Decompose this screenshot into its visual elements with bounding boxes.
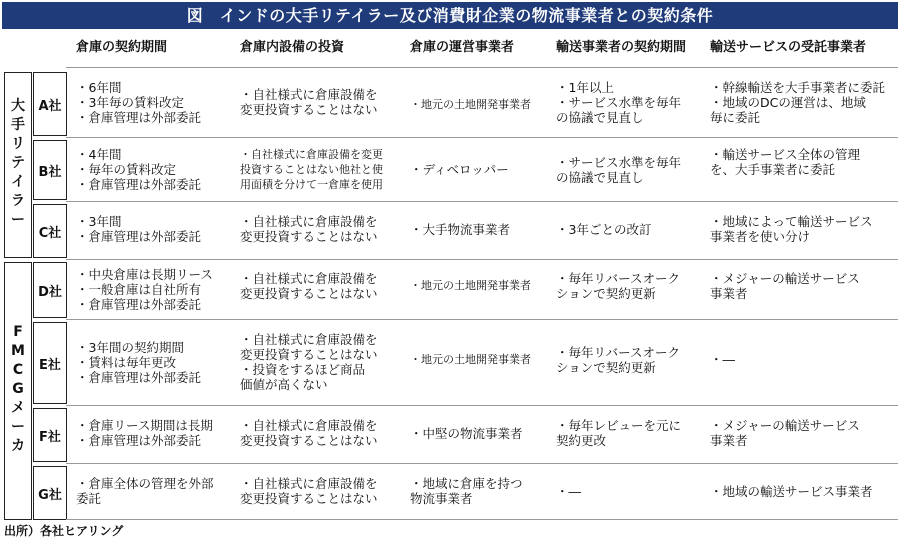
row-c-transport-contract: ・3年ごとの改訂: [556, 222, 652, 237]
row-a-transport-contract: ・1年以上 ・サービス水準を毎年 の協議で見直し: [556, 80, 682, 125]
row-b-transport-provider: ・輸送サービス全体の管理 を、大手事業者に委託: [710, 147, 861, 177]
company-e: E社: [33, 322, 67, 404]
row-d-operator: ・地元の土地開発事業者: [410, 279, 531, 292]
row-e-transport-provider: ・―: [710, 352, 736, 367]
company-a: A社: [33, 72, 67, 136]
row-c-contract-period: ・3年間 ・倉庫管理は外部委託: [76, 214, 202, 244]
source-note: 出所）各社ヒアリング: [4, 524, 124, 538]
row-divider: [66, 201, 898, 202]
header-equipment-investment: 倉庫内設備の投資: [240, 40, 345, 55]
company-f: F社: [33, 408, 67, 462]
row-a-contract-period: ・6年間 ・3年毎の賃料改定 ・倉庫管理は外部委託: [76, 80, 202, 125]
row-g-equipment: ・自社様式に倉庫設備を 変更投資することはない: [240, 476, 378, 506]
row-d-transport-provider: ・メジャーの輸送サービス 事業者: [710, 271, 860, 301]
row-b-equipment: ・自社様式に倉庫設備を変更 投資することはない他社と使 用面積を分けて一倉庫を使用: [240, 148, 383, 191]
row-divider: [66, 259, 898, 260]
row-divider: [66, 463, 898, 464]
company-d: D社: [33, 262, 67, 318]
row-c-transport-provider: ・地域によって輸送サービス 事業者を使い分け: [710, 214, 873, 244]
row-c-operator: ・大手物流事業者: [410, 222, 511, 237]
row-divider: [66, 137, 898, 138]
row-e-equipment: ・自社様式に倉庫設備を 変更投資することはない ・投資をするほど商品 価値が高くない: [240, 332, 378, 392]
row-f-equipment: ・自社様式に倉庫設備を 変更投資することはない: [240, 418, 378, 448]
row-g-operator: ・地域に倉庫を持つ 物流事業者: [410, 476, 523, 506]
group-fmcg-label: F M C G メ ー カ: [11, 324, 25, 454]
row-e-operator: ・地元の土地開発事業者: [410, 353, 531, 366]
row-b-contract-period: ・4年間 ・毎年の賃料改定 ・倉庫管理は外部委託: [76, 147, 202, 192]
row-e-contract-period: ・3年間の契約期間 ・賃料は毎年更改 ・倉庫管理は外部委託: [76, 340, 202, 385]
company-c: C社: [33, 204, 67, 258]
row-d-transport-contract: ・毎年リバースオーク ションで契約更新: [556, 271, 681, 301]
row-f-transport-provider: ・メジャーの輸送サービス 事業者: [710, 418, 860, 448]
row-e-transport-contract: ・毎年リバースオーク ションで契約更新: [556, 345, 681, 375]
row-f-operator: ・中堅の物流事業者: [410, 426, 523, 441]
row-divider: [66, 319, 898, 320]
header-transport-provider: 輸送サービスの受託事業者: [710, 40, 867, 55]
row-g-contract-period: ・倉庫全体の管理を外部 委託: [76, 476, 214, 506]
row-a-operator: ・地元の土地開発事業者: [410, 98, 531, 111]
row-divider: [66, 519, 898, 520]
row-b-operator: ・ディベロッパー: [410, 162, 509, 177]
row-d-equipment: ・自社様式に倉庫設備を 変更投資することはない: [240, 271, 378, 301]
row-b-transport-contract: ・サービス水準を毎年 の協議で見直し: [556, 155, 682, 185]
header-contract-period: 倉庫の契約期間: [76, 40, 168, 55]
row-d-contract-period: ・中央倉庫は長期リース ・一般倉庫は自社所有 ・倉庫管理は外部委託: [76, 267, 213, 312]
row-c-equipment: ・自社様式に倉庫設備を 変更投資することはない: [240, 214, 378, 244]
header-warehouse-operator: 倉庫の運営事業者: [410, 40, 515, 55]
row-g-transport-provider: ・地域の輸送サービス事業者: [710, 484, 873, 499]
company-g: G社: [33, 466, 67, 520]
group-fmcg: [4, 262, 32, 520]
row-f-contract-period: ・倉庫リース期間は長期 ・倉庫管理は外部委託: [76, 418, 213, 448]
row-a-transport-provider: ・幹線輸送を大手事業者に委託 ・地域のDCの運営は、地域 毎に委託: [710, 80, 886, 125]
row-g-transport-contract: ・―: [556, 484, 582, 499]
header-transport-contract: 輸送事業者の契約期間: [556, 40, 687, 55]
row-f-transport-contract: ・毎年レビューを元に 契約更改: [556, 418, 682, 448]
group-retailer-label: 大 手 リ テ イ ラ ー: [11, 98, 25, 228]
group-retailer: [4, 72, 32, 258]
row-divider: [66, 405, 898, 406]
row-divider: [66, 67, 898, 68]
row-a-equipment: ・自社様式に倉庫設備を 変更投資することはない: [240, 87, 378, 117]
figure-title: 図 インドの大手リテイラー及び消費財企業の物流事業者との契約条件: [2, 2, 898, 29]
company-b: B社: [33, 140, 67, 200]
